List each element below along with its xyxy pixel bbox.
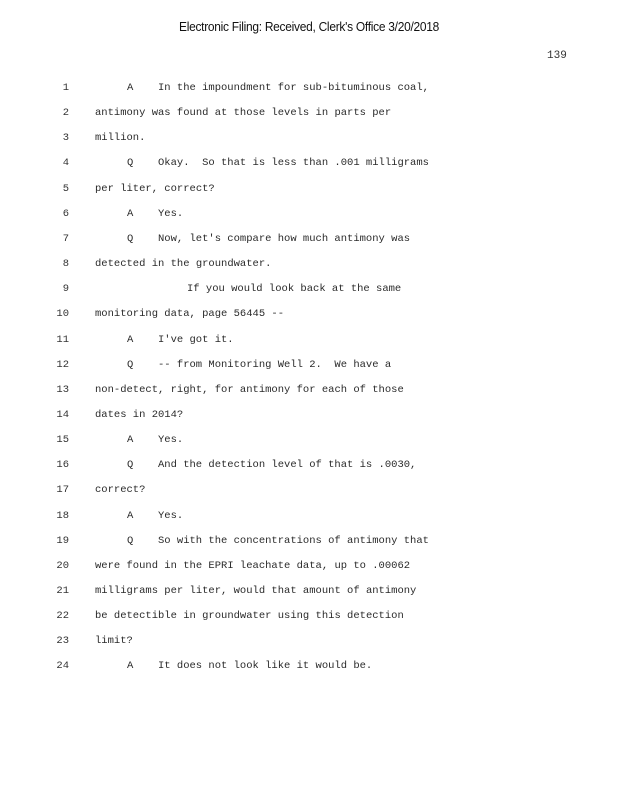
transcript-line: [0, 207, 618, 227]
line-number: 14: [56, 408, 69, 421]
transcript-line: [0, 358, 618, 378]
line-number: 6: [62, 207, 69, 220]
speaker-label: Q: [127, 459, 134, 472]
speaker-label: Q: [127, 157, 134, 170]
transcript-line: [0, 131, 618, 151]
testimony-text: milligrams per liter, would that amount of antimony: [95, 585, 417, 597]
testimony-text: Yes.: [158, 207, 184, 220]
transcript-line: [0, 106, 618, 126]
line-number: 20: [56, 559, 69, 572]
testimony-text: -- from Monitoring Well 2. We have a: [158, 358, 392, 371]
line-number: 2: [62, 107, 69, 120]
transcript-line: [0, 383, 618, 403]
testimony-text: I've got it.: [158, 333, 234, 346]
transcript-line: [0, 81, 618, 101]
speaker-label: Q: [127, 534, 134, 547]
line-number: 16: [56, 459, 69, 472]
line-number: 10: [56, 308, 69, 321]
testimony-text: dates in 2014?: [95, 408, 184, 421]
testimony-text: And the detection level of that is .0030,: [158, 459, 417, 472]
testimony-text: correct?: [95, 484, 146, 497]
speaker-label: A: [127, 509, 134, 522]
transcript-line: [0, 182, 618, 202]
transcript-line: [0, 156, 618, 176]
line-number: 9: [62, 283, 69, 296]
transcript-line: [0, 333, 618, 353]
transcript-line: [0, 307, 618, 327]
testimony-text: per liter, correct?: [95, 182, 215, 195]
transcript-line: [0, 534, 618, 554]
line-number: 17: [56, 484, 69, 497]
line-number: 3: [62, 132, 69, 145]
testimony-text: So with the concentrations of antimony that: [158, 534, 429, 547]
testimony-text: It does not look like it would be.: [158, 660, 373, 673]
filing-stamp-header: Electronic Filing: Received, Clerk's Office 3/20/2018: [179, 19, 439, 34]
testimony-text: were found in the EPRI leachate data, up to .00062: [95, 559, 411, 572]
testimony-text: Yes.: [158, 434, 184, 447]
line-number: 13: [56, 383, 69, 396]
speaker-label: A: [127, 434, 134, 447]
testimony-text: be detectible in groundwater using this detection: [95, 610, 404, 623]
line-number: 8: [62, 258, 69, 271]
transcript-line: [0, 609, 618, 629]
line-number: 24: [56, 660, 69, 673]
testimony-text: detected in the groundwater.: [95, 258, 272, 271]
testimony-text: monitoring data, page 56445 --: [95, 308, 285, 321]
line-number: 11: [56, 333, 69, 346]
transcript-line: [0, 584, 618, 604]
speaker-label: A: [127, 82, 134, 94]
line-number: 12: [56, 358, 69, 371]
transcript-line: [0, 282, 618, 302]
line-number: 21: [56, 585, 69, 597]
testimony-text: Yes.: [158, 509, 184, 522]
testimony-text: antimony was found at those levels in parts per: [95, 107, 392, 120]
line-number: 5: [62, 182, 69, 195]
speaker-label: A: [127, 207, 134, 220]
speaker-label: A: [127, 333, 134, 346]
transcript-line: [0, 433, 618, 453]
transcript-line: [0, 509, 618, 529]
line-number: 15: [56, 434, 69, 447]
testimony-text: In the impoundment for sub-bituminous coal,: [158, 82, 429, 94]
transcript-line: [0, 559, 618, 579]
transcript-line: [0, 483, 618, 503]
testimony-text: non-detect, right, for antimony for each of those: [95, 383, 404, 396]
transcript-line: [0, 257, 618, 277]
testimony-text: million.: [95, 132, 146, 145]
speaker-label: Q: [127, 358, 134, 371]
transcript-line: [0, 634, 618, 654]
line-number: 18: [56, 509, 69, 522]
line-number: 19: [56, 534, 69, 547]
line-number: 1: [62, 82, 69, 94]
line-number: 4: [62, 157, 69, 170]
transcript-line: [0, 458, 618, 478]
speaker-label: A: [127, 660, 134, 673]
transcript-line: [0, 408, 618, 428]
transcript-line: [0, 232, 618, 252]
testimony-text: Okay. So that is less than .001 milligrams: [158, 157, 429, 170]
testimony-text: limit?: [95, 635, 133, 648]
speaker-label: Q: [127, 232, 134, 245]
line-number: 22: [56, 610, 69, 623]
testimony-text: If you would look back at the same: [187, 283, 402, 296]
line-number: 7: [62, 232, 69, 245]
line-number: 23: [56, 635, 69, 648]
page-number: 139: [547, 50, 567, 62]
transcript-line: [0, 659, 618, 679]
testimony-text: Now, let's compare how much antimony was: [158, 232, 411, 245]
